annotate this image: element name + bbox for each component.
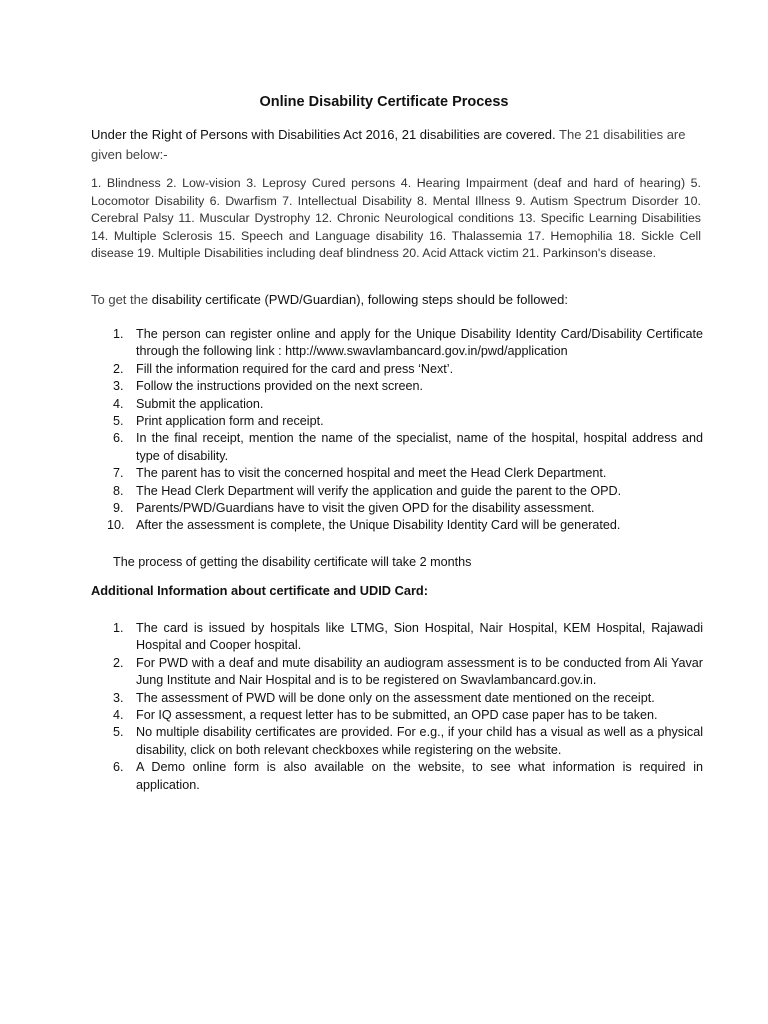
- disabilities-list: 1. Blindness 2. Low-vision 3. Leprosy Cured persons 4. Hearing Impairment (deaf and hard of hearing) 5. Locomotor Disability 6. Dwarfism 7. Intellectual Disability 8. Mental Illness 9. Autism Spectrum Disorder 10. Cerebral Palsy 11. Muscular Dystrophy 12. Chronic Neurological conditions 13. Specific Learning Disabilities 14. Multiple Sclerosis 15. Speech and Language disability 16. Thalassemia 17. Hemophilia 18. Sickle Cell disease 19. Multiple Disabilities including deaf blindness 20. Acid Attack victim 21. Parkinson's disease.: [91, 176, 701, 261]
- steps-intro: [91, 291, 703, 309]
- step-number: 8.: [113, 483, 124, 498]
- info-text: The assessment of PWD will be done only on the assessment date mentioned on the receipt.: [136, 690, 655, 705]
- step-item: [91, 500, 703, 517]
- step-number: 10.: [107, 518, 125, 533]
- step-text: Parents/PWD/Guardians have to visit the given OPD for the disability assessment.: [136, 501, 595, 516]
- step-text: Submit the application.: [136, 396, 264, 411]
- step-number: 2.: [113, 361, 124, 376]
- page-title: Online Disability Certificate Process: [259, 94, 509, 110]
- step-item: [91, 483, 703, 500]
- intro-text-part1: Under the Right of Persons with Disabilities Act 2016, 21 disabilities are covered.: [91, 127, 556, 142]
- info-item: [91, 690, 703, 707]
- info-number: 3.: [113, 690, 124, 705]
- step-number: 5.: [113, 414, 124, 429]
- info-item: [91, 724, 703, 759]
- step-text: Follow the instructions provided on the next screen.: [136, 379, 424, 394]
- intro-paragraph: [91, 125, 703, 165]
- info-number: 5.: [113, 725, 124, 740]
- step-item: [91, 326, 703, 361]
- intro-text-part2: The 21 disabilities are given below:-: [91, 127, 686, 162]
- step-text: In the final receipt, mention the name of the specialist, name of the hospital, hospital address and type of disability.: [136, 431, 703, 463]
- info-item: [91, 707, 703, 724]
- steps-intro-part2: disability certificate (PWD/Guardian), following steps should be followed:: [151, 292, 568, 307]
- step-item: [91, 517, 703, 534]
- step-number: 6.: [113, 431, 124, 446]
- step-item: [91, 378, 703, 395]
- step-item: [91, 396, 703, 413]
- info-number: 4.: [113, 708, 124, 723]
- steps-intro-part1: To get the: [91, 292, 149, 307]
- step-item: [91, 413, 703, 430]
- info-text: The card is issued by hospitals like LTMG, Sion Hospital, Nair Hospital, KEM Hospital, Rajawadi Hospital and Cooper hospital.: [136, 621, 703, 653]
- step-text: Print application form and receipt.: [136, 414, 324, 429]
- info-item: [91, 655, 703, 690]
- step-text: The person can register online and apply for the Unique Disability Identity Card/Disability Certificate through the following link : http://www.swavlambancard.gov.in/pwd/application: [136, 327, 703, 359]
- additional-info-list: [91, 620, 703, 794]
- additional-info-heading: Additional Information about certificate and UDID Card:: [91, 583, 428, 598]
- step-number: 3.: [113, 379, 124, 394]
- steps-list: [91, 326, 703, 535]
- step-text: The parent has to visit the concerned hospital and meet the Head Clerk Department.: [136, 466, 607, 481]
- step-text: Fill the information required for the card and press ‘Next’.: [136, 361, 454, 376]
- info-number: 1.: [113, 621, 124, 635]
- duration-note: The process of getting the disability certificate will take 2 months: [113, 555, 472, 569]
- info-number: 2.: [113, 655, 124, 670]
- step-number: 4.: [113, 396, 124, 411]
- step-text: The Head Clerk Department will verify the application and guide the parent to the OPD.: [136, 483, 622, 498]
- info-text: A Demo online form is also available on the website, to see what information is required in application.: [136, 760, 703, 792]
- info-text: No multiple disability certificates are provided. For e.g., if your child has a visual as well as a physical disability, click on both relevant checkboxes while registering on the website.: [136, 725, 703, 757]
- info-number: 6.: [113, 760, 124, 775]
- info-text: For PWD with a deaf and mute disability an audiogram assessment is to be conducted from Ali Yavar Jung Institute and Nair Hospital and is to be registered on Swavlambancard.gov.in.: [136, 655, 703, 688]
- step-number: 7.: [113, 466, 124, 481]
- step-item: [91, 465, 703, 482]
- step-number: 9.: [113, 501, 124, 516]
- step-item: [91, 430, 703, 465]
- step-number: 1.: [113, 327, 124, 341]
- info-item: [91, 759, 703, 794]
- step-item: [91, 361, 703, 378]
- info-text: For IQ assessment, a request letter has to be submitted, an OPD case paper has to be taken.: [136, 708, 658, 723]
- step-text: After the assessment is complete, the Unique Disability Identity Card will be generated.: [136, 518, 621, 533]
- info-item: [91, 620, 703, 655]
